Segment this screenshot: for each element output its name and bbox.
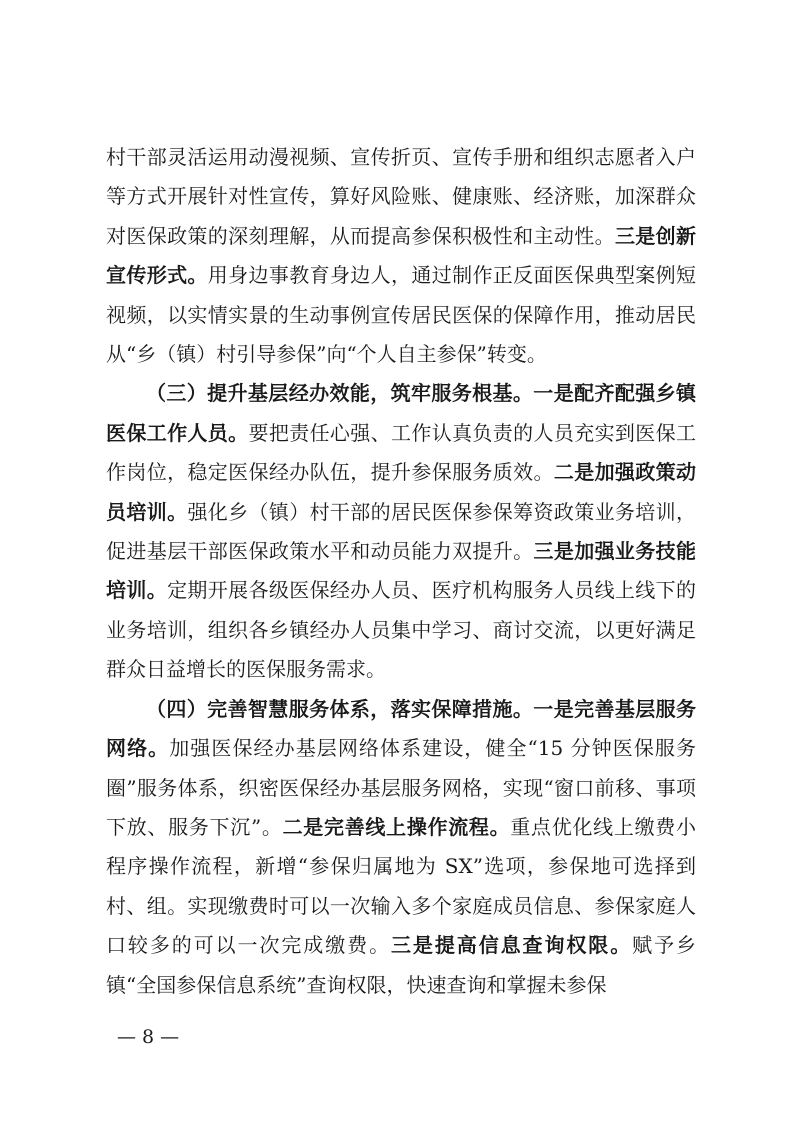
heading-run: 三是加强业务技能培训。: [106, 539, 697, 603]
heading-run: （四）完善智慧服务体系，落实保障措施。一是完善基层服务网络。: [106, 696, 696, 761]
text-run: 重点优化线上缴费小程序操作流程，新增“参保归属地为 SX”选项，参保地可选择到村、组。实现缴费时可以一次输入多个家庭成员信息、参保家庭人口较多的可以一次完成缴费。: [106, 814, 696, 958]
text-run: 强化乡（镇）村干部的居民医保参保筹资政策业务培训，促进基层干部医保政策水平和动员能力双提升。: [106, 499, 697, 564]
text-run: 赋予乡镇“全国参保信息系统”查询权限，快速查询和掌握未参保: [106, 933, 697, 997]
heading-run: 二是加强政策动员培训。: [106, 460, 697, 524]
heading-run: 三是提高信息查询权限。: [391, 933, 633, 958]
heading-run: 三是创新宣传形式。: [106, 223, 697, 288]
page-number: — 8 —: [117, 1026, 180, 1048]
paragraph-propaganda-cont: [106, 138, 696, 374]
text-run: 村干部灵活运用动漫视频、宣传折页、宣传手册和组织志愿者入户等方式开展针对性宣传，算好风险账、健康账、经济账，加深群众对医保政策的深刻理解，从而提高参保积极性和主动性。: [106, 145, 696, 248]
paragraph-section-4: [106, 690, 696, 1005]
text-run: 用身边事教育身边人，通过制作正反面医保典型案例短视频，以实情实景的生动事例宣传居民医保的保障作用，推动居民从“乡（镇）村引导参保”向“个人自主参保”转变。: [106, 263, 697, 367]
document-body: [106, 138, 696, 1005]
text-run: 要把责任心强、工作认真负责的人员充实到医保工作岗位，稳定医保经办队伍，提升参保服务质效。: [106, 420, 696, 485]
text-run: 加强医保经办基层网络体系建设，健全“15 分钟医保服务圈”服务体系，织密医保经办基层服务网格，实现“窗口前移、事项下放、服务下沉”。: [106, 736, 697, 839]
heading-run: （三）提升基层经办效能，筑牢服务根基。一是配齐配强乡镇医保工作人员。: [106, 381, 696, 445]
paragraph-section-3: [106, 374, 696, 689]
text-run: 定期开展各级医保经办人员、医疗机构服务人员线上线下的业务培训，组织各乡镇经办人员集中学习、商讨交流，以更好满足群众日益增长的医保服务需求。: [106, 578, 697, 682]
heading-run: 二是完善线上操作流程。: [282, 814, 511, 839]
